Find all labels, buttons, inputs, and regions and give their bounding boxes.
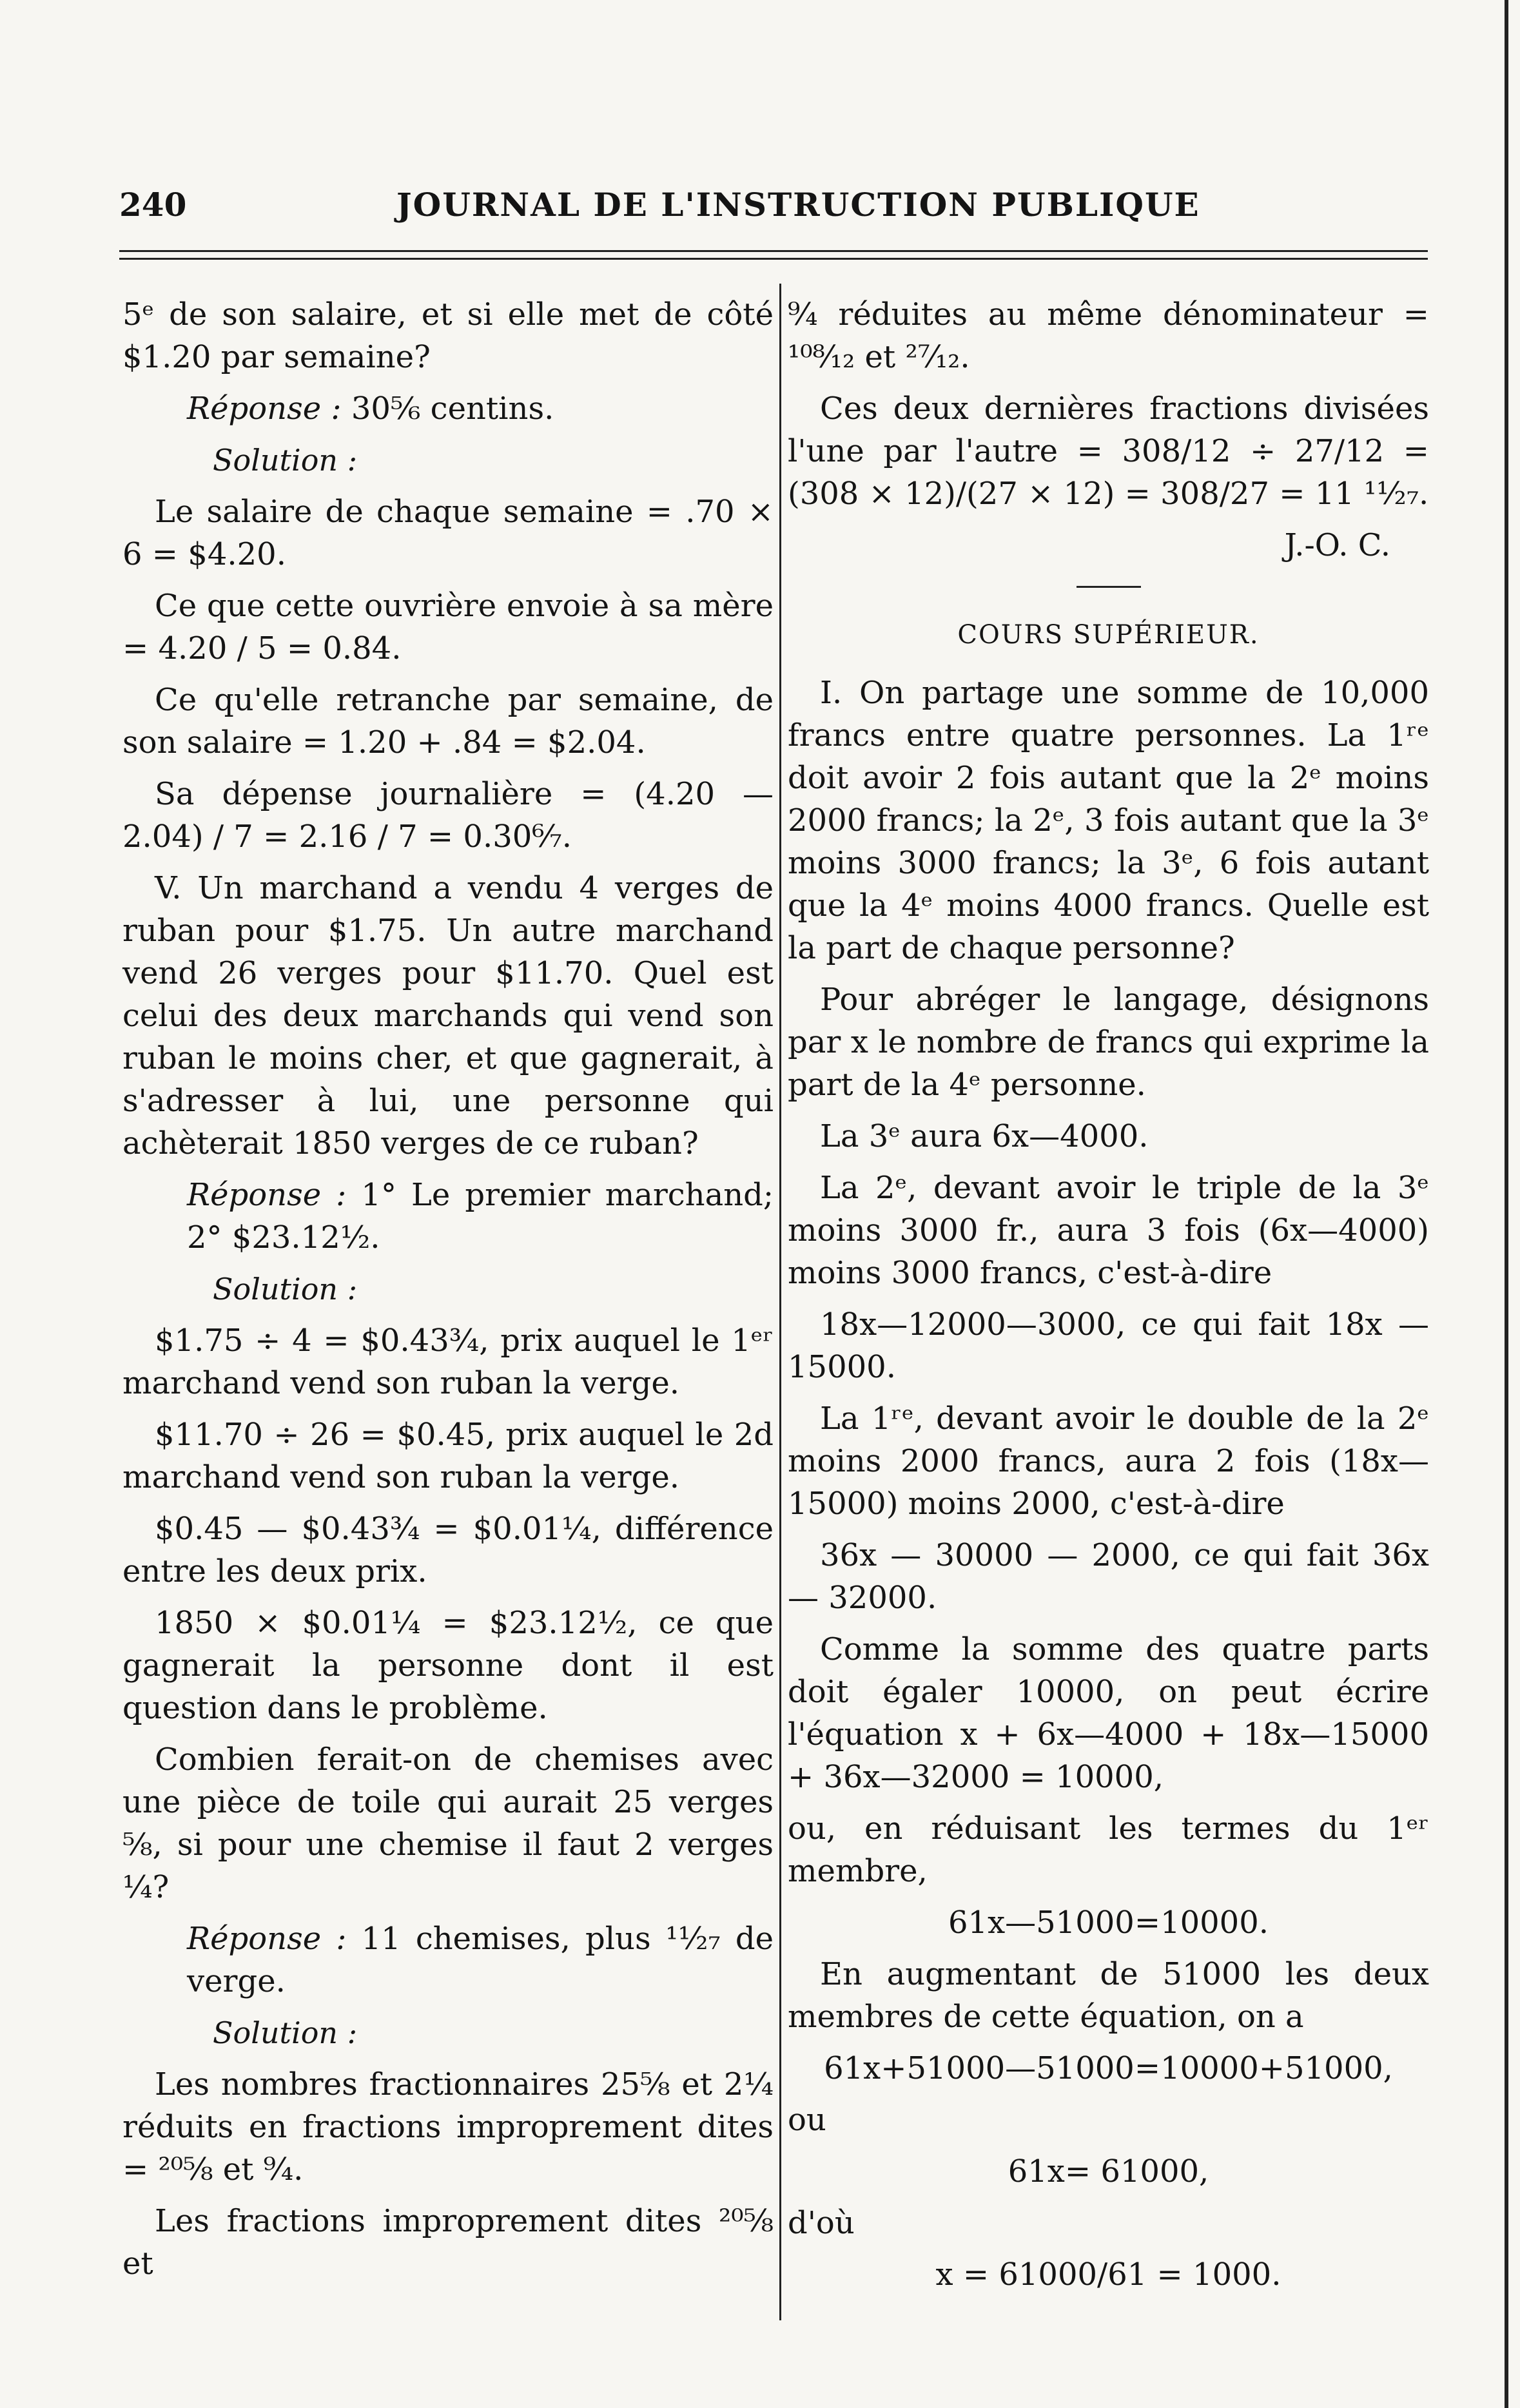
paragraph: ou, en réduisant les termes du 1ᵉʳ membre, bbox=[788, 1811, 1429, 1889]
answer-text: 11 chemises, plus ¹¹⁄₂₇ de verge. bbox=[187, 1921, 774, 1999]
column-divider bbox=[779, 284, 781, 2320]
paragraph: Ces deux dernières fractions divisées l'une par l'autre = 308/12 ÷ 27/12 = (308 × 12)/(27 × 12) = 308/27 = 11 ¹¹⁄₂₇. bbox=[788, 391, 1429, 512]
solution-label: Solution : bbox=[213, 443, 358, 478]
paragraph: La 1ʳᵉ, devant avoir le double de la 2ᵉ moins 2000 francs, aura 2 fois (18x—15000) moins 2000, c'est-à-dire bbox=[788, 1401, 1429, 1522]
paragraph: d'où bbox=[788, 2205, 855, 2241]
solution-label: Solution : bbox=[213, 2015, 358, 2050]
header-rule-bottom bbox=[119, 258, 1428, 260]
answer-label: Réponse : bbox=[187, 1921, 347, 1957]
equation: 61x= 61000, bbox=[1008, 2153, 1209, 2190]
paragraph: Combien ferait-on de chemises avec une pièce de toile qui aurait 25 verges ⅝, si pour une chemise il faut 2 verges ¼? bbox=[122, 1742, 774, 1905]
answer-line bbox=[122, 387, 774, 430]
problem-v: V. Un marchand a vendu 4 verges de ruban pour $1.75. Un autre marchand vend 26 verges pour $11.70. Quel est celui des deux marchands qui vend son ruban le moins cher, et que gagnerait, à s'adresser à lui, une personne qui achèterait 1850 verges de ce ruban? bbox=[122, 870, 774, 1161]
equation: 61x+51000—51000=10000+51000, bbox=[824, 2050, 1393, 2086]
paragraph: Ce que cette ouvrière envoie à sa mère = 4.20 / 5 = 0.84. bbox=[122, 588, 774, 666]
page-header bbox=[119, 186, 1428, 237]
equation: x = 61000/61 = 1000. bbox=[935, 2257, 1281, 2293]
paragraph: En augmentant de 51000 les deux membres de cette équation, on a bbox=[788, 1956, 1429, 2035]
right-column bbox=[788, 293, 1429, 2305]
answer-label: Réponse : bbox=[187, 1177, 347, 1213]
paragraph: Le salaire de chaque semaine = .70 × 6 = $4.20. bbox=[122, 494, 774, 572]
page-edge bbox=[1505, 0, 1508, 2408]
paragraph: Ce qu'elle retranche par semaine, de son salaire = 1.20 + .84 = $2.04. bbox=[122, 682, 774, 761]
header-rule-top bbox=[119, 250, 1428, 252]
section-divider bbox=[1077, 586, 1141, 588]
paragraph: Les fractions improprement dites ²⁰⁵⁄₈ et bbox=[122, 2203, 774, 2282]
paragraph: $11.70 ÷ 26 = $0.45, prix auquel le 2d marchand vend son ruban la verge. bbox=[122, 1417, 774, 1495]
answer-line bbox=[122, 1918, 774, 2003]
equation: 61x—51000=10000. bbox=[948, 1905, 1269, 1941]
paragraph: 18x—12000—3000, ce qui fait 18x — 15000. bbox=[788, 1306, 1429, 1385]
answer-line bbox=[122, 1174, 774, 1259]
problem-i: I. On partage une somme de 10,000 francs entre quatre personnes. La 1ʳᵉ doit avoir 2 fois autant que la 2ᵉ moins 2000 francs; la 2ᵉ, 3 fois autant que la 3ᵉ moins 3000 francs; la 3ᵉ, 6 fois autant que la 4ᵉ moins 4000 francs. Quelle est la part de chaque personne? bbox=[788, 675, 1429, 966]
answer-label: Réponse : bbox=[187, 391, 342, 427]
paragraph: $1.75 ÷ 4 = $0.43¾, prix auquel le 1ᵉʳ marchand vend son ruban la verge. bbox=[122, 1323, 774, 1401]
paragraph: Sa dépense journalière = (4.20 — 2.04) / 7 = 2.16 / 7 = 0.30⁶⁄₇. bbox=[122, 776, 774, 855]
paragraph: 1850 × $0.01¼ = $23.12½, ce que gagnerait la personne dont il est question dans le problème. bbox=[122, 1605, 774, 1726]
paragraph: 36x — 30000 — 2000, ce qui fait 36x — 32000. bbox=[788, 1537, 1429, 1616]
paragraph: 5ᵉ de son salaire, et si elle met de côté $1.20 par semaine? bbox=[122, 296, 774, 375]
answer-text: 1° Le premier marchand; 2° $23.12½. bbox=[187, 1177, 774, 1256]
journal-title: JOURNAL DE L'INSTRUCTION PUBLIQUE bbox=[396, 186, 1200, 224]
solution-label: Solution : bbox=[213, 1272, 358, 1306]
paragraph: ou bbox=[788, 2102, 826, 2138]
paragraph: Pour abréger le langage, désignons par x le nombre de francs qui exprime la part de la 4ᵉ personne. bbox=[788, 982, 1429, 1103]
paragraph: La 2ᵉ, devant avoir le triple de la 3ᵉ moins 3000 fr., aura 3 fois (6x—4000) moins 3000 francs, c'est-à-dire bbox=[788, 1170, 1429, 1291]
author-signature: J.-O. C. bbox=[1284, 527, 1390, 563]
left-column bbox=[122, 293, 774, 2294]
page-number: 240 bbox=[119, 186, 187, 224]
paragraph: La 3ᵉ aura 6x—4000. bbox=[820, 1118, 1149, 1154]
paragraph: Les nombres fractionnaires 25⅝ et 2¼ réduits en fractions improprement dites = ²⁰⁵⁄₈ et ⁹⁄₄. bbox=[122, 2066, 774, 2188]
paragraph: $0.45 — $0.43¾ = $0.01¼, différence entre les deux prix. bbox=[122, 1511, 774, 1589]
answer-text: 30⅚ centins. bbox=[341, 391, 554, 427]
paragraph: ⁹⁄₄ réduites au même dénominateur = ¹⁰⁸⁄₁₂ et ²⁷⁄₁₂. bbox=[788, 296, 1429, 375]
section-heading: COURS SUPÉRIEUR. bbox=[957, 620, 1260, 650]
paragraph: Comme la somme des quatre parts doit égaler 10000, on peut écrire l'équation x + 6x—4000 + 18x—15000 + 36x—32000 = 10000, bbox=[788, 1631, 1429, 1795]
